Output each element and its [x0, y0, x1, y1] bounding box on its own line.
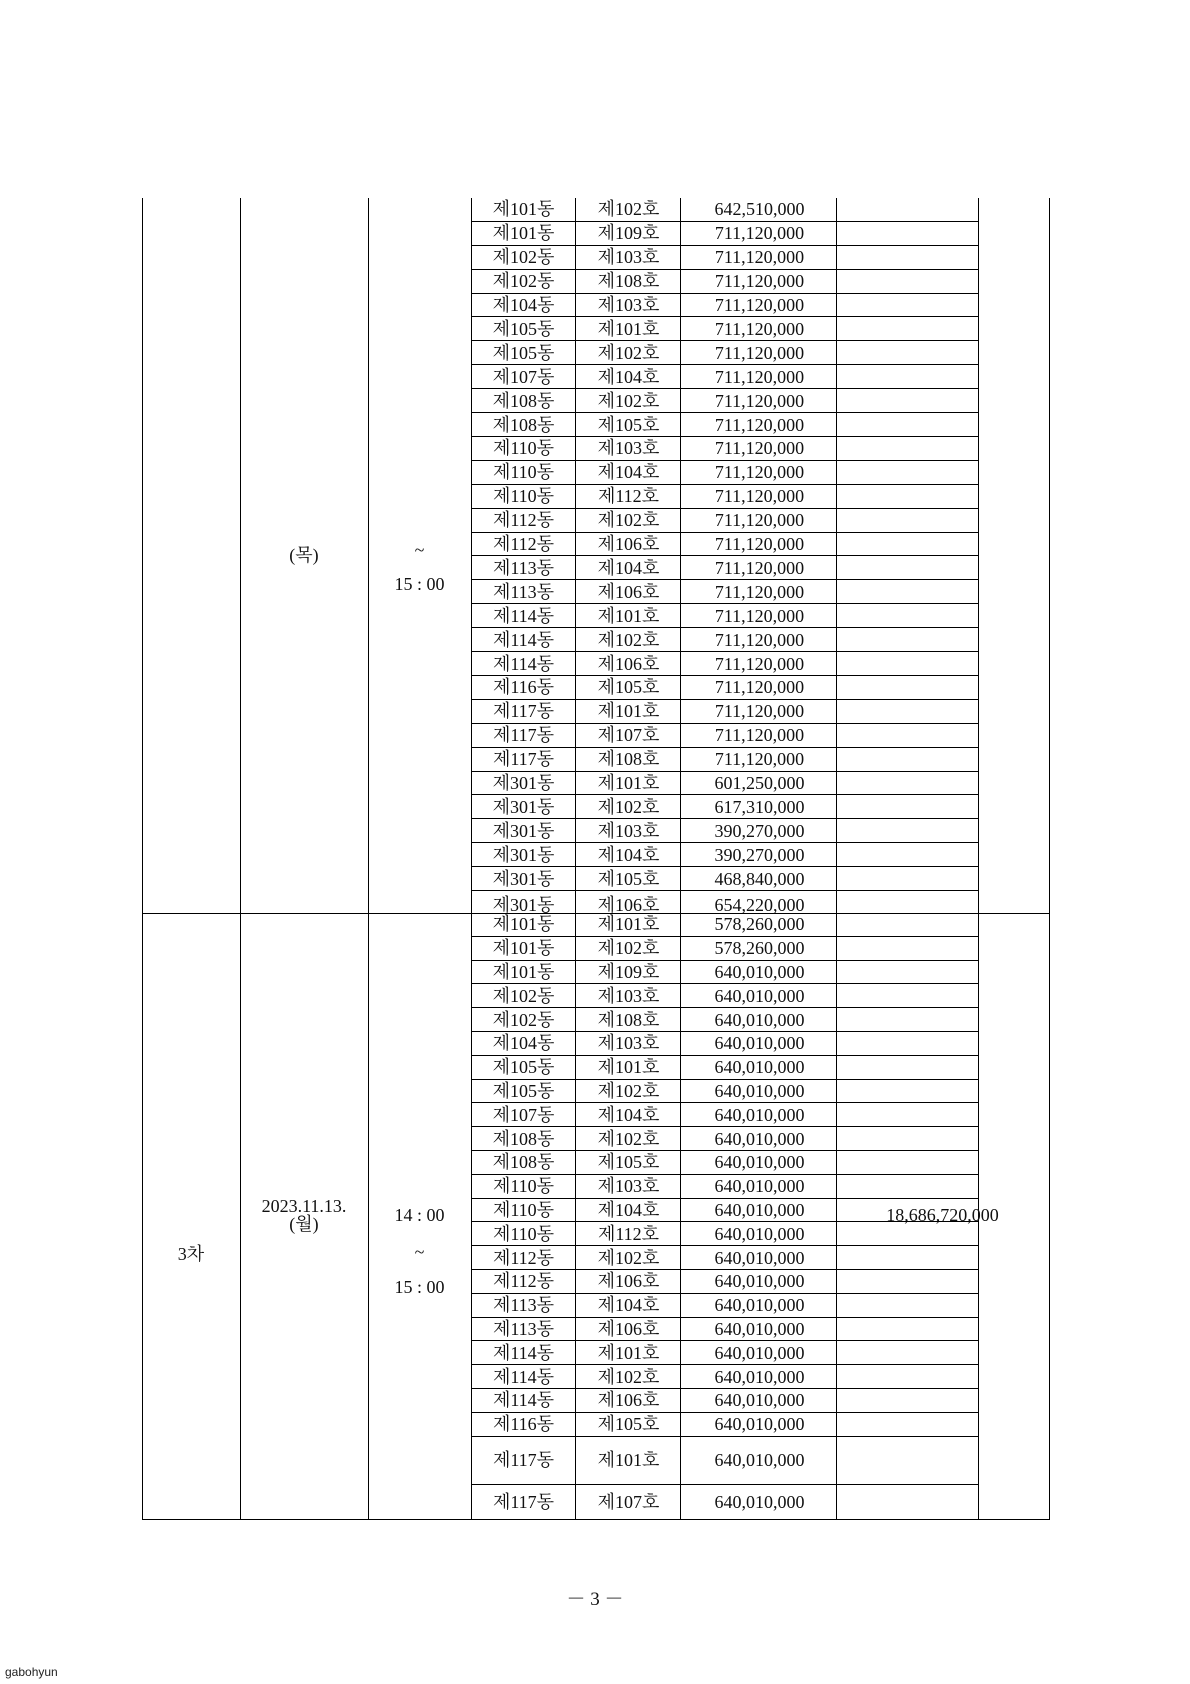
- unit-row: [471, 341, 978, 365]
- minimum-bid-price: 711,120,000: [714, 581, 805, 602]
- building-number: 제102동: [492, 1009, 555, 1030]
- unit-list: [471, 913, 978, 1520]
- minimum-bid-price: 640,010,000: [714, 1080, 805, 1101]
- unit-number: 제101호: [597, 605, 660, 626]
- building-number: 제101동: [492, 199, 555, 220]
- unit-number: 제106호: [597, 581, 660, 602]
- unit-number: 제104호: [597, 557, 660, 578]
- unit-row: [471, 1127, 978, 1151]
- unit-row: [471, 843, 978, 867]
- building-number: 제301동: [492, 796, 555, 817]
- unit-number: 제105호: [597, 677, 660, 698]
- unit-number: 제104호: [597, 366, 660, 387]
- unit-row: [471, 1246, 978, 1270]
- building-number: 제105동: [492, 1080, 555, 1101]
- unit-row: [471, 365, 978, 389]
- building-number: 제301동: [492, 868, 555, 889]
- minimum-bid-price: 711,120,000: [714, 677, 805, 698]
- unit-number: 제102호: [597, 342, 660, 363]
- unit-row: [471, 1032, 978, 1056]
- building-number: 제113동: [492, 1295, 555, 1316]
- unit-number: 제103호: [597, 820, 660, 841]
- unit-row: [471, 628, 978, 652]
- unit-number: 제108호: [597, 1009, 660, 1030]
- building-number: 제101동: [492, 914, 555, 935]
- unit-number: 제103호: [597, 1033, 660, 1054]
- unit-number: 제106호: [597, 534, 660, 555]
- unit-number: 제102호: [597, 629, 660, 650]
- building-number: 제110동: [492, 1223, 555, 1244]
- minimum-bid-price: 640,010,000: [714, 1414, 805, 1435]
- unit-number: 제101호: [597, 1450, 660, 1471]
- unit-row: [471, 246, 978, 270]
- minimum-bid-price: 711,120,000: [714, 366, 805, 387]
- unit-row: [471, 913, 978, 937]
- unit-row: [471, 961, 978, 985]
- minimum-bid-price: 711,120,000: [714, 653, 805, 674]
- unit-number: 제101호: [597, 1342, 660, 1363]
- unit-number: 제101호: [597, 701, 660, 722]
- unit-row: [471, 1151, 978, 1175]
- unit-row: [471, 1199, 978, 1223]
- unit-number: 제102호: [597, 390, 660, 411]
- unit-row: [471, 796, 978, 820]
- unit-number: 제103호: [597, 438, 660, 459]
- unit-number: 제104호: [597, 1199, 660, 1220]
- unit-number: 제102호: [597, 796, 660, 817]
- unit-number: 제108호: [597, 749, 660, 770]
- building-number: 제105동: [492, 342, 555, 363]
- minimum-bid-price: 640,010,000: [714, 1342, 805, 1363]
- unit-row: [471, 1103, 978, 1127]
- unit-number: 제105호: [597, 868, 660, 889]
- unit-row: [471, 984, 978, 1008]
- building-number: 제110동: [492, 1176, 555, 1197]
- unit-row: [471, 270, 978, 294]
- minimum-bid-price: 711,120,000: [714, 557, 805, 578]
- minimum-bid-price: 711,120,000: [714, 534, 805, 555]
- unit-number: 제105호: [597, 414, 660, 435]
- unit-row: [471, 389, 978, 413]
- building-number: 제117동: [492, 701, 555, 722]
- building-number: 제110동: [492, 438, 555, 459]
- building-number: 제108동: [492, 414, 555, 435]
- auction-time-start: 14 : 00: [394, 1205, 445, 1225]
- building-number: 제114동: [492, 653, 555, 674]
- unit-number: 제108호: [597, 271, 660, 292]
- unit-number: 제107호: [597, 1492, 660, 1513]
- minimum-bid-price: 640,010,000: [714, 1247, 805, 1268]
- minimum-bid-price: 640,010,000: [714, 961, 805, 982]
- unit-row: [471, 1222, 978, 1246]
- unit-list: [471, 198, 978, 916]
- unit-number: 제106호: [597, 653, 660, 674]
- unit-row: [471, 867, 978, 891]
- unit-row: [471, 748, 978, 772]
- unit-row: [471, 819, 978, 843]
- unit-number: 제101호: [597, 914, 660, 935]
- unit-number: 제109호: [597, 961, 660, 982]
- unit-row: [471, 222, 978, 246]
- building-number: 제112동: [492, 534, 555, 555]
- building-number: 제112동: [492, 1247, 555, 1268]
- minimum-bid-price: 640,010,000: [714, 1199, 805, 1220]
- time-tilde: ~: [414, 1242, 425, 1262]
- minimum-bid-price: 711,120,000: [714, 486, 805, 507]
- unit-row: [471, 1270, 978, 1294]
- minimum-bid-price: 711,120,000: [714, 342, 805, 363]
- building-number: 제108동: [492, 1152, 555, 1173]
- unit-row: [471, 1008, 978, 1032]
- building-number: 제114동: [492, 1342, 555, 1363]
- unit-number: 제102호: [597, 199, 660, 220]
- auction-time-end: 15 : 00: [394, 1277, 445, 1297]
- building-number: 제116동: [492, 1414, 555, 1435]
- unit-row: [471, 509, 978, 533]
- building-number: 제105동: [492, 318, 555, 339]
- column-divider: [978, 198, 979, 913]
- building-number: 제104동: [492, 295, 555, 316]
- unit-row: [471, 700, 978, 724]
- building-number: 제113동: [492, 557, 555, 578]
- unit-number: 제103호: [597, 295, 660, 316]
- minimum-bid-price: 640,010,000: [714, 1492, 805, 1513]
- unit-row: [471, 1437, 978, 1485]
- building-number: 제114동: [492, 1390, 555, 1411]
- unit-number: 제102호: [597, 1128, 660, 1149]
- minimum-bid-price: 711,120,000: [714, 701, 805, 722]
- unit-number: 제102호: [597, 510, 660, 531]
- table-border-left: [142, 198, 143, 913]
- building-number: 제301동: [492, 844, 555, 865]
- building-number: 제114동: [492, 605, 555, 626]
- minimum-bid-price: 640,010,000: [714, 985, 805, 1006]
- unit-row: [471, 937, 978, 961]
- building-number: 제301동: [492, 820, 555, 841]
- table-border-left: [142, 913, 143, 1520]
- minimum-bid-price: 640,010,000: [714, 1390, 805, 1411]
- minimum-bid-price: 640,010,000: [714, 1057, 805, 1078]
- minimum-bid-price: 640,010,000: [714, 1128, 805, 1149]
- minimum-bid-price: 640,010,000: [714, 1223, 805, 1244]
- unit-row: [471, 772, 978, 796]
- unit-row: [471, 294, 978, 318]
- minimum-bid-price: 711,120,000: [714, 223, 805, 244]
- building-number: 제117동: [492, 1450, 555, 1471]
- unit-number: 제106호: [597, 1271, 660, 1292]
- building-number: 제301동: [492, 895, 555, 916]
- unit-number: 제101호: [597, 773, 660, 794]
- table-border-right: [1049, 913, 1050, 1520]
- minimum-bid-price: 390,270,000: [714, 844, 805, 865]
- building-number: 제102동: [492, 985, 555, 1006]
- minimum-bid-price: 711,120,000: [714, 414, 805, 435]
- minimum-bid-price: 617,310,000: [714, 796, 805, 817]
- minimum-bid-price: 711,120,000: [714, 605, 805, 626]
- page-number: － 3 －: [566, 1589, 624, 1610]
- building-number: 제110동: [492, 1199, 555, 1220]
- building-number: 제112동: [492, 510, 555, 531]
- building-number: 제114동: [492, 629, 555, 650]
- unit-row: [471, 1056, 978, 1080]
- unit-number: 제101호: [597, 1057, 660, 1078]
- unit-row: [471, 1365, 978, 1389]
- minimum-bid-price: 711,120,000: [714, 318, 805, 339]
- minimum-bid-price: 642,510,000: [714, 199, 805, 220]
- unit-number: 제109호: [597, 223, 660, 244]
- auction-day: (월): [289, 1214, 319, 1234]
- minimum-bid-price: 640,010,000: [714, 1009, 805, 1030]
- minimum-bid-price: 640,010,000: [714, 1033, 805, 1054]
- unit-row: [471, 1389, 978, 1413]
- unit-number: 제102호: [597, 1247, 660, 1268]
- building-number: 제108동: [492, 1128, 555, 1149]
- building-number: 제108동: [492, 390, 555, 411]
- unit-number: 제103호: [597, 985, 660, 1006]
- minimum-bid-price: 390,270,000: [714, 820, 805, 841]
- minimum-bid-price: 640,010,000: [714, 1450, 805, 1471]
- building-number: 제105동: [492, 1057, 555, 1078]
- building-number: 제101동: [492, 938, 555, 959]
- unit-row: [471, 1080, 978, 1104]
- unit-number: 제106호: [597, 895, 660, 916]
- minimum-bid-price: 640,010,000: [714, 1176, 805, 1197]
- building-number: 제102동: [492, 247, 555, 268]
- unit-row: [471, 461, 978, 485]
- building-number: 제301동: [492, 773, 555, 794]
- building-number: 제101동: [492, 961, 555, 982]
- building-number: 제116동: [492, 677, 555, 698]
- unit-number: 제102호: [597, 1366, 660, 1387]
- minimum-bid-price: 711,120,000: [714, 629, 805, 650]
- minimum-bid-price: 640,010,000: [714, 1271, 805, 1292]
- building-number: 제112동: [492, 1271, 555, 1292]
- unit-row: [471, 318, 978, 342]
- unit-number: 제106호: [597, 1318, 660, 1339]
- building-number: 제113동: [492, 581, 555, 602]
- building-number: 제110동: [492, 462, 555, 483]
- unit-row: [471, 413, 978, 437]
- unit-number: 제104호: [597, 844, 660, 865]
- unit-number: 제101호: [597, 318, 660, 339]
- auction-date: 2023.11.13.: [261, 1196, 347, 1216]
- unit-number: 제104호: [597, 462, 660, 483]
- minimum-bid-price: 711,120,000: [714, 725, 805, 746]
- unit-row: [471, 1318, 978, 1342]
- minimum-bid-price: 711,120,000: [714, 247, 805, 268]
- unit-number: 제105호: [597, 1152, 660, 1173]
- unit-number: 제104호: [597, 1104, 660, 1125]
- minimum-bid-price: 578,260,000: [714, 938, 805, 959]
- unit-number: 제106호: [597, 1390, 660, 1411]
- minimum-bid-price: 711,120,000: [714, 510, 805, 531]
- minimum-bid-price: 711,120,000: [714, 462, 805, 483]
- unit-row: [471, 533, 978, 557]
- unit-row: [471, 485, 978, 509]
- minimum-bid-price: 640,010,000: [714, 1318, 805, 1339]
- unit-row: [471, 652, 978, 676]
- building-number: 제110동: [492, 486, 555, 507]
- auction-round: 3차: [177, 1244, 205, 1264]
- unit-row: [471, 1294, 978, 1318]
- minimum-bid-price: 601,250,000: [714, 773, 805, 794]
- unit-number: 제107호: [597, 725, 660, 746]
- table-border-right: [1049, 198, 1050, 913]
- unit-number: 제104호: [597, 1295, 660, 1316]
- minimum-price-total: 18,686,720,000: [886, 1205, 999, 1225]
- footer-author: gabohyun: [5, 1665, 58, 1679]
- auction-day: (목): [289, 545, 319, 565]
- unit-number: 제112호: [597, 1223, 660, 1244]
- auction-table-section-continued: [142, 198, 1050, 916]
- unit-number: 제112호: [597, 486, 660, 507]
- unit-row: [471, 676, 978, 700]
- building-number: 제102동: [492, 271, 555, 292]
- unit-row: [471, 198, 978, 222]
- unit-row: [471, 724, 978, 748]
- unit-row: [471, 1413, 978, 1437]
- building-number: 제107동: [492, 1104, 555, 1125]
- building-number: 제114동: [492, 1366, 555, 1387]
- building-number: 제117동: [492, 749, 555, 770]
- unit-number: 제105호: [597, 1414, 660, 1435]
- unit-row: [471, 437, 978, 461]
- building-number: 제117동: [492, 1492, 555, 1513]
- minimum-bid-price: 640,010,000: [714, 1104, 805, 1125]
- auction-time-end: 15 : 00: [394, 574, 445, 594]
- unit-row: [471, 580, 978, 604]
- unit-number: 제103호: [597, 247, 660, 268]
- unit-row: [471, 604, 978, 628]
- building-number: 제107동: [492, 366, 555, 387]
- building-number: 제104동: [492, 1033, 555, 1054]
- unit-row: [471, 1175, 978, 1199]
- unit-number: 제102호: [597, 1080, 660, 1101]
- unit-number: 제103호: [597, 1176, 660, 1197]
- minimum-bid-price: 711,120,000: [714, 438, 805, 459]
- minimum-bid-price: 640,010,000: [714, 1152, 805, 1173]
- minimum-bid-price: 711,120,000: [714, 390, 805, 411]
- minimum-bid-price: 468,840,000: [714, 868, 805, 889]
- unit-row: [471, 1341, 978, 1365]
- building-number: 제117동: [492, 725, 555, 746]
- unit-row: [471, 1485, 978, 1520]
- unit-number: 제102호: [597, 938, 660, 959]
- auction-table-section-round3: [142, 913, 1050, 1520]
- minimum-bid-price: 711,120,000: [714, 295, 805, 316]
- minimum-bid-price: 711,120,000: [714, 271, 805, 292]
- unit-row: [471, 557, 978, 581]
- minimum-bid-price: 640,010,000: [714, 1295, 805, 1316]
- minimum-bid-price: 640,010,000: [714, 1366, 805, 1387]
- minimum-bid-price: 654,220,000: [714, 895, 805, 916]
- building-number: 제101동: [492, 223, 555, 244]
- minimum-bid-price: 578,260,000: [714, 914, 805, 935]
- building-number: 제113동: [492, 1318, 555, 1339]
- minimum-bid-price: 711,120,000: [714, 749, 805, 770]
- time-tilde: ~: [414, 540, 425, 560]
